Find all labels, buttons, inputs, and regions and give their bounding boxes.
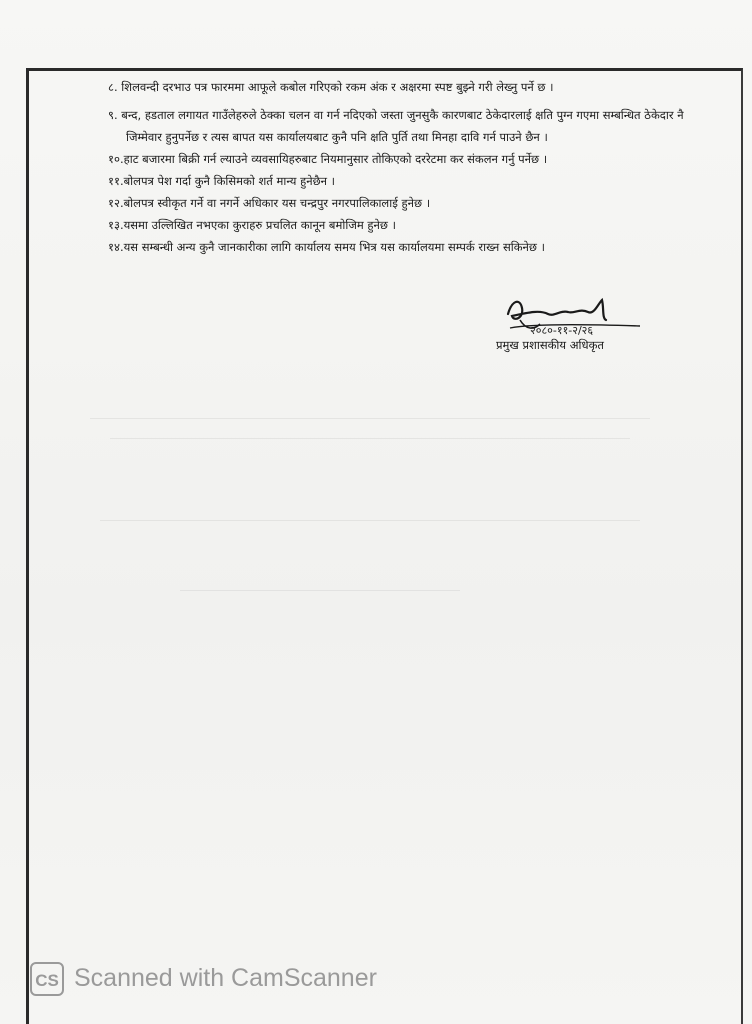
signature xyxy=(490,290,650,370)
clause-8: ८. शिलवन्दी दरभाउ पत्र फारममा आफूले कबोल गरिएको रकम अंक र अक्षरमा स्पष्ट बुझ्ने गरी लेख्नु पर्ने छ । xyxy=(108,80,554,94)
camscanner-logo-icon: CS xyxy=(30,962,64,996)
bleed-through-line xyxy=(100,520,640,521)
clause-13: १३.यसमा उल्लिखित नभएका कुराहरु प्रचलित कानून बमोजिम हुनेछ । xyxy=(108,218,396,232)
bleed-through-line xyxy=(110,438,630,439)
signature-date: २०८०-११-२/२६ xyxy=(530,324,594,337)
bleed-through-line xyxy=(90,418,650,419)
clause-11: ११.बोलपत्र पेश गर्दा कुनै किसिमको शर्त मान्य हुनेछैन । xyxy=(108,174,336,188)
signatory-title: प्रमुख प्रशासकीय अधिकृत xyxy=(496,338,604,352)
document-body xyxy=(108,76,688,258)
clause-14: १४.यस सम्बन्धी अन्य कुनै जानकारीका लागि कार्यालय समय भित्र यस कार्यालयमा सम्पर्क राख्न सकिनेछ । xyxy=(108,240,545,254)
bleed-through-line xyxy=(180,590,460,591)
clause-10: १०.हाट बजारमा बिक्री गर्न ल्याउने व्यवसायिहरुबाट नियमानुसार तोकिएको दररेटमा कर संकलन गर्नु पर्नेछ । xyxy=(108,152,548,166)
clause-9: ९. बन्द, हडताल लगायत गाउँलेहरुले ठेक्का चलन वा गर्न नदिएको जस्ता जुनसुकै कारणबाट ठेकेदारलाई क्षति पुग्न गएमा सम्बन्धित ठेकेदार नै जिम्मेवार हुनुपर्नेछ र त्यस बापत यस कार्यालयबाट कुनै पनि क्षति पुर्ति तथा मिनहा दावि गर्न पाउने छैन । xyxy=(108,108,684,144)
camscanner-watermark: Scanned with CamScanner xyxy=(74,964,377,992)
clause-12: १२.बोलपत्र स्वीकृत गर्ने वा नगर्ने अधिकार यस चन्द्रपुर नगरपालिकालाई हुनेछ । xyxy=(108,196,431,210)
